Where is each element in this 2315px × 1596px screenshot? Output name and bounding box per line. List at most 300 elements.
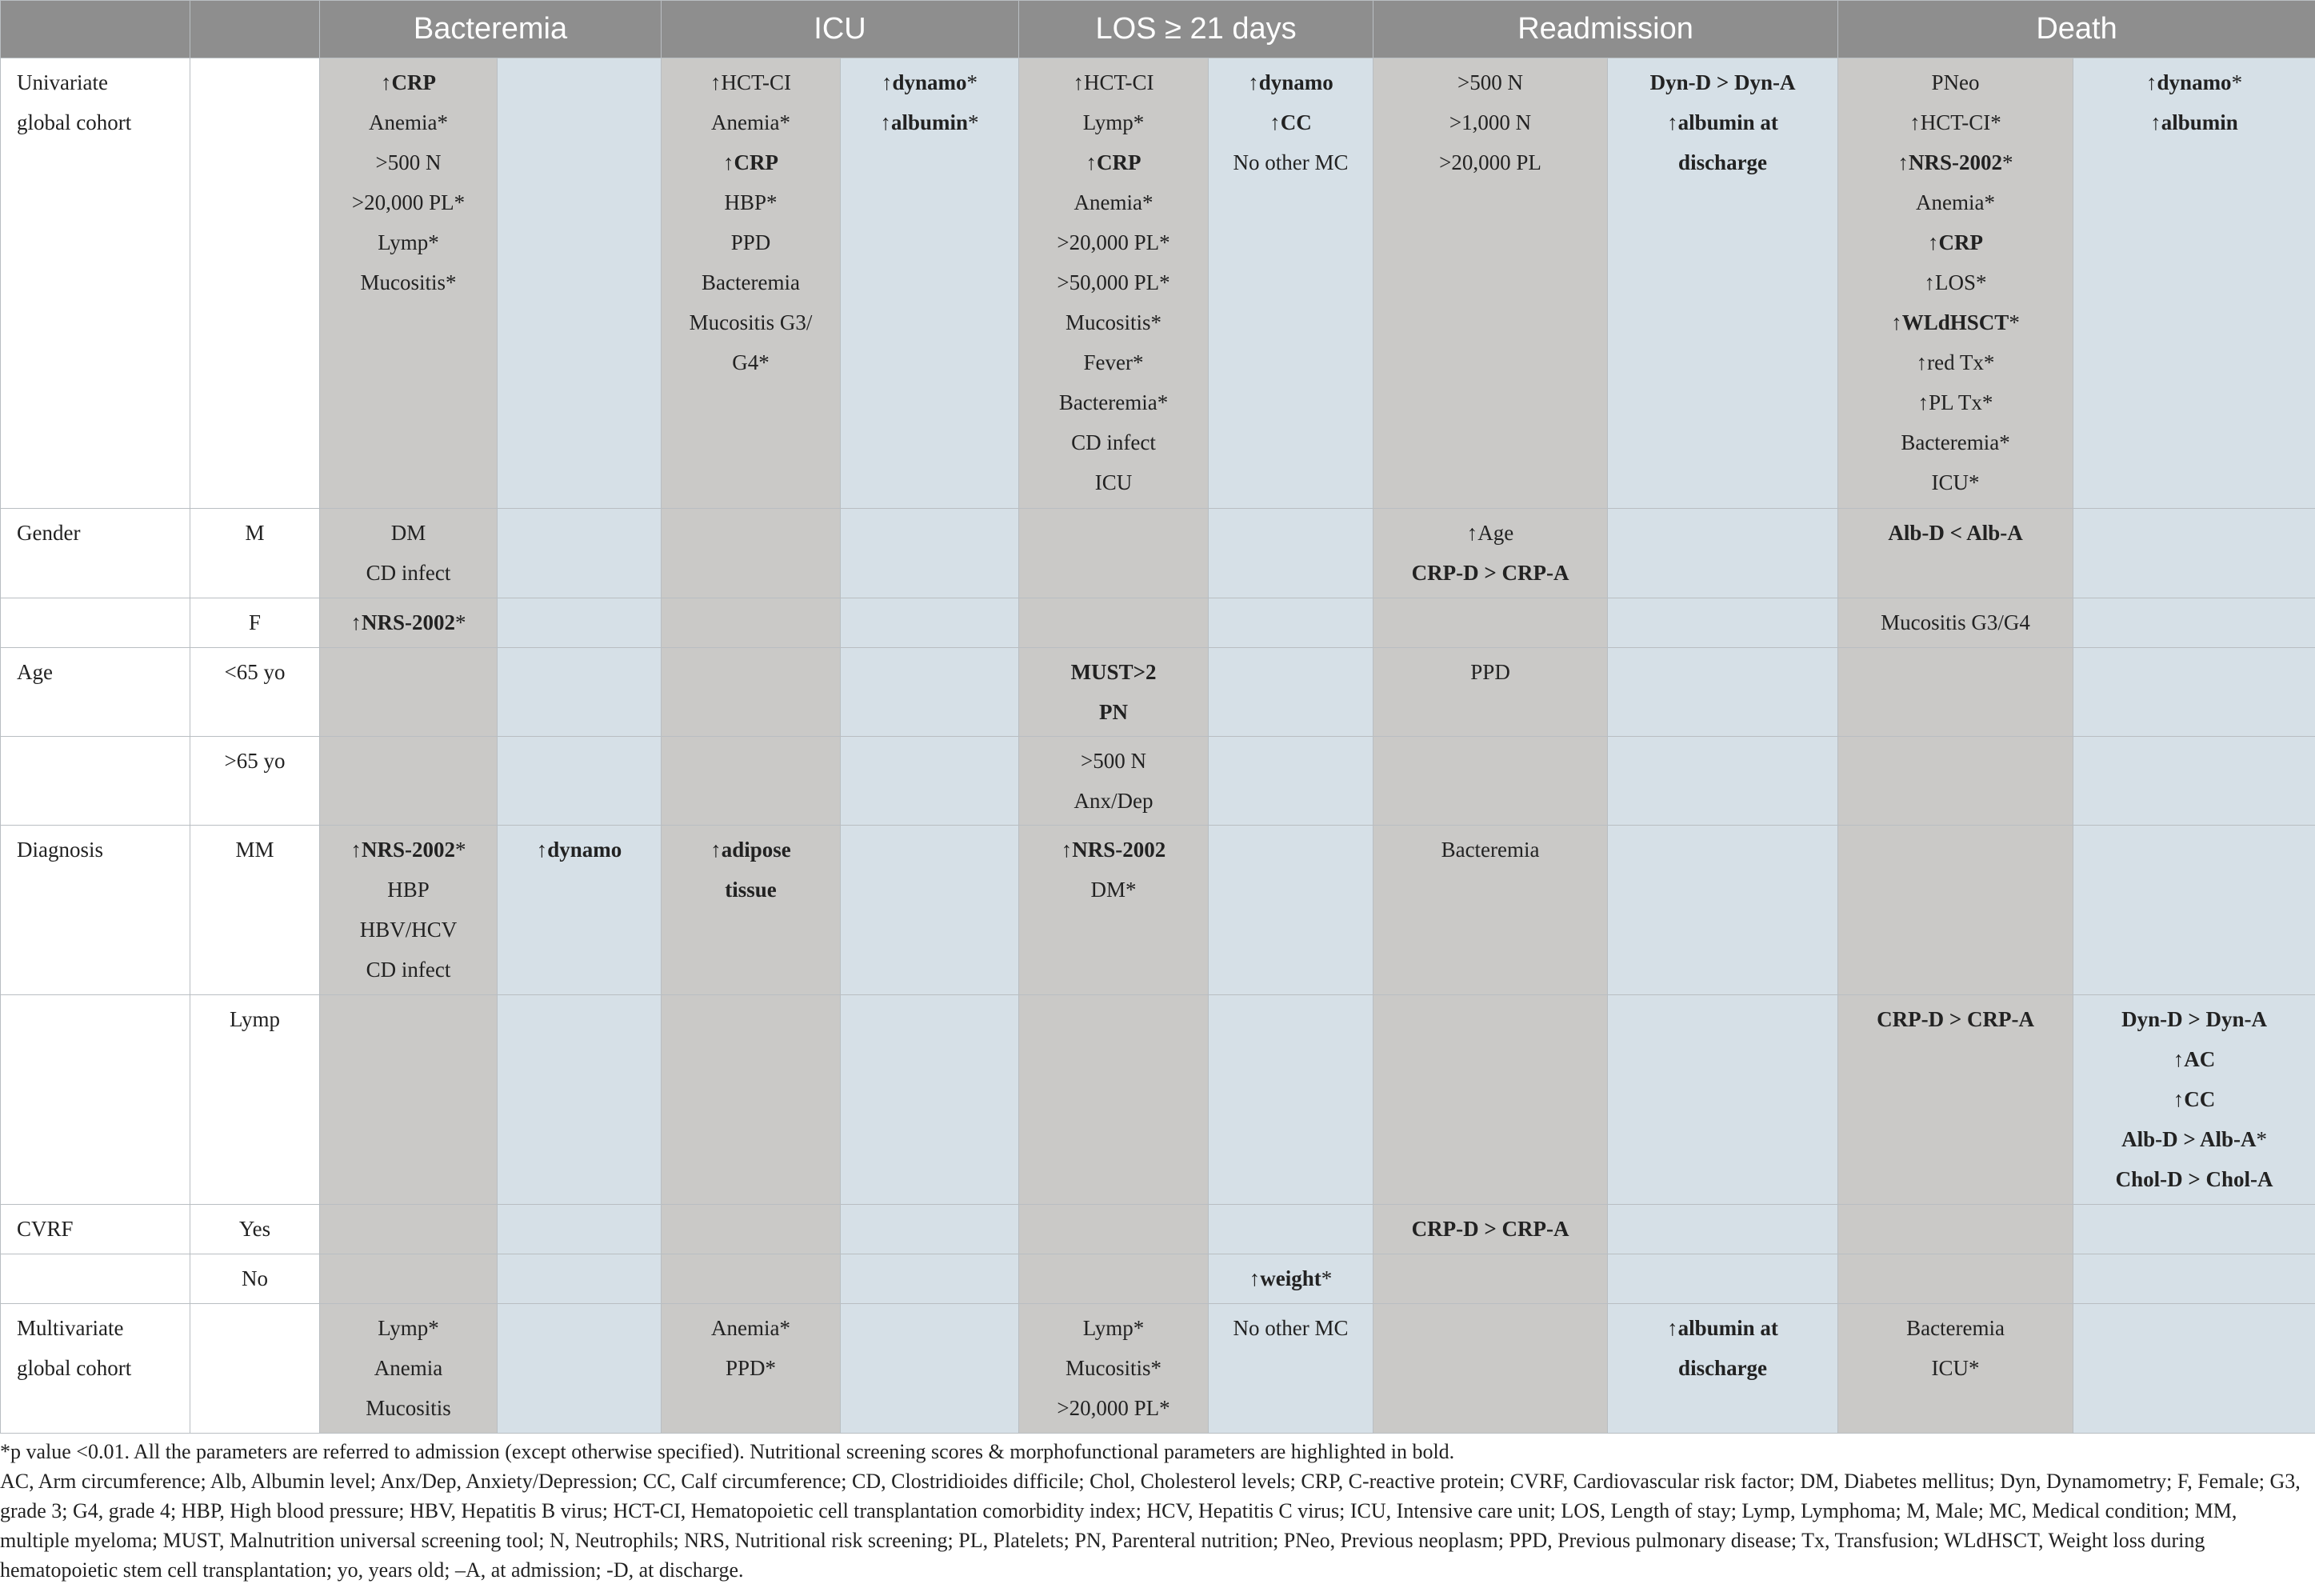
cell-entry xyxy=(666,262,835,302)
data-cell xyxy=(1209,826,1373,995)
cell-entry xyxy=(2078,1079,2310,1119)
data-cell xyxy=(1209,58,1373,509)
cell-entry xyxy=(1024,182,1203,222)
data-cell xyxy=(1373,1254,1608,1304)
row-subgroup xyxy=(190,1304,320,1434)
cell-entry-text: CRP-D > CRP-A xyxy=(1411,561,1569,585)
cell-entry xyxy=(325,553,492,593)
cell-entry-text: Bacteremia xyxy=(1906,1316,2005,1340)
cell-entry xyxy=(1378,1209,1602,1249)
data-cell xyxy=(841,58,1019,509)
data-cell xyxy=(1209,509,1373,598)
data-cell xyxy=(1019,737,1209,826)
table-row xyxy=(1,1254,2315,1304)
data-cell xyxy=(662,737,841,826)
cell-entry-text: ↑CC xyxy=(2173,1087,2216,1111)
cell-entry xyxy=(1613,62,1833,102)
data-cell xyxy=(2073,598,2315,648)
row-label xyxy=(1,1304,190,1434)
cell-entry xyxy=(1024,1308,1203,1348)
data-cell xyxy=(2073,1205,2315,1254)
cell-entry xyxy=(1843,999,2068,1039)
cell-entry xyxy=(1378,652,1602,692)
data-cell xyxy=(841,826,1019,995)
cell-entry-text: PNeo xyxy=(1931,70,1980,94)
data-cell xyxy=(320,826,498,995)
cell-entry xyxy=(666,142,835,182)
cell-entry-text: ↑LOS* xyxy=(1924,270,1987,294)
data-cell xyxy=(1019,1254,1209,1304)
table-row xyxy=(1,737,2315,826)
significance-marker: * xyxy=(968,110,979,134)
data-cell xyxy=(662,1304,841,1434)
header-blank-label xyxy=(1,1,190,58)
data-cell xyxy=(841,995,1019,1205)
cell-entry xyxy=(666,102,835,142)
cell-entry xyxy=(325,182,492,222)
row-label xyxy=(1,737,190,826)
cell-entry xyxy=(1613,102,1833,142)
footnote-significance: *p value <0.01. All the parameters are referred to admission (except otherwise specified). Nutritional screening scores & morphofunctional parameters are highlighted in bold. xyxy=(0,1440,1455,1463)
data-cell xyxy=(1608,648,1838,737)
header-bacteremia: Bacteremia xyxy=(320,1,662,58)
data-cell xyxy=(1373,1304,1608,1434)
data-cell xyxy=(662,1254,841,1304)
data-cell xyxy=(1209,648,1373,737)
cell-entry xyxy=(325,870,492,910)
cell-entry xyxy=(1213,142,1368,182)
data-cell xyxy=(320,509,498,598)
significance-marker: * xyxy=(1321,1266,1333,1290)
data-cell xyxy=(320,648,498,737)
data-cell xyxy=(2073,58,2315,509)
cell-entry xyxy=(1024,1388,1203,1428)
cell-entry xyxy=(1024,62,1203,102)
data-cell xyxy=(1019,1304,1209,1434)
cell-entry-text: ↑WLdHSCT xyxy=(1891,310,2009,334)
cell-entry xyxy=(1213,1258,1368,1298)
table-row xyxy=(1,598,2315,648)
cell-entry-text: No other MC xyxy=(1233,1316,1349,1340)
data-cell xyxy=(2073,737,2315,826)
cell-entry xyxy=(325,1308,492,1348)
cell-entry xyxy=(1024,652,1203,692)
significance-marker: * xyxy=(966,70,978,94)
cell-entry xyxy=(1024,102,1203,142)
row-label-line: global cohort xyxy=(17,1356,132,1380)
cell-entry-text: Mucositis* xyxy=(360,270,457,294)
cell-entry-text: >20,000 PL* xyxy=(1057,230,1170,254)
cell-entry xyxy=(666,302,835,342)
table-row xyxy=(1,826,2315,995)
data-cell xyxy=(1019,995,1209,1205)
row-label-line: Diagnosis xyxy=(17,838,103,862)
row-label xyxy=(1,826,190,995)
cell-entry xyxy=(666,342,835,382)
row-subgroup: >65 yo xyxy=(190,737,320,826)
cell-entry-text: ICU* xyxy=(1931,470,1980,494)
cell-entry-text: Bacteremia xyxy=(702,270,800,294)
cell-entry-text: PPD xyxy=(730,230,771,254)
cell-entry-text: PPD xyxy=(1470,660,1510,684)
cell-entry xyxy=(1843,602,2068,642)
data-cell xyxy=(1838,737,2073,826)
data-cell xyxy=(1209,1304,1373,1434)
cell-entry-text: Mucositis G3/G4 xyxy=(1881,610,2030,634)
data-cell xyxy=(1373,648,1608,737)
cell-entry-text: CRP-D > CRP-A xyxy=(1411,1217,1569,1241)
cell-entry xyxy=(666,222,835,262)
cell-entry-text: ↑CRP xyxy=(381,70,436,94)
cell-entry xyxy=(325,62,492,102)
table-row xyxy=(1,58,2315,509)
data-cell xyxy=(2073,826,2315,995)
cell-entry-text: Bacteremia* xyxy=(1058,390,1169,414)
cell-entry-text: ↑dynamo xyxy=(2146,70,2232,94)
cell-entry xyxy=(2078,102,2310,142)
data-cell xyxy=(1019,509,1209,598)
cell-entry xyxy=(1024,1348,1203,1388)
cell-entry-text: ↑PL Tx* xyxy=(1917,390,1993,414)
data-cell xyxy=(1838,509,2073,598)
cell-entry-text: HBP xyxy=(387,878,430,902)
data-cell xyxy=(320,737,498,826)
data-cell xyxy=(841,509,1019,598)
data-cell xyxy=(498,737,662,826)
cell-entry xyxy=(1378,553,1602,593)
row-label xyxy=(1,509,190,598)
table-footnotes xyxy=(0,1437,2304,1585)
cell-entry-text: Lymp* xyxy=(378,230,439,254)
row-subgroup: No xyxy=(190,1254,320,1304)
data-cell xyxy=(1608,1254,1838,1304)
cell-entry-text: discharge xyxy=(1678,150,1768,174)
data-cell xyxy=(1019,598,1209,648)
cell-entry xyxy=(666,182,835,222)
cell-entry-text: discharge xyxy=(1678,1356,1768,1380)
cell-entry xyxy=(325,262,492,302)
cell-entry xyxy=(1024,830,1203,870)
cell-entry-text: >500 N xyxy=(1457,70,1524,94)
cell-entry-text: Anx/Dep xyxy=(1074,789,1154,813)
cell-entry-text: ↑CRP xyxy=(1086,150,1142,174)
row-label xyxy=(1,1254,190,1304)
data-cell xyxy=(320,58,498,509)
data-cell xyxy=(1373,1205,1608,1254)
cell-entry-text: DM* xyxy=(1090,878,1137,902)
cell-entry xyxy=(1378,142,1602,182)
table-body xyxy=(1,58,2315,1434)
cell-entry xyxy=(1843,182,2068,222)
data-cell xyxy=(1608,1205,1838,1254)
cell-entry xyxy=(846,62,1014,102)
row-label-line: Multivariate xyxy=(17,1316,124,1340)
data-cell xyxy=(1608,598,1838,648)
row-label-line: Gender xyxy=(17,521,81,545)
row-label-line: CVRF xyxy=(17,1217,74,1241)
cell-entry-text: DM xyxy=(390,521,426,545)
cell-entry-text: ↑CRP xyxy=(723,150,779,174)
header-row xyxy=(1,1,2315,58)
header-los: LOS ≥ 21 days xyxy=(1019,1,1373,58)
cell-entry xyxy=(502,830,656,870)
significance-marker: * xyxy=(455,838,466,862)
cell-entry-text: ↑NRS-2002 xyxy=(1061,838,1166,862)
table-row xyxy=(1,1205,2315,1254)
cell-entry xyxy=(1378,513,1602,553)
cell-entry xyxy=(1843,62,2068,102)
cell-entry xyxy=(1024,142,1203,182)
cell-entry xyxy=(1024,870,1203,910)
cell-entry-text: Fever* xyxy=(1083,350,1144,374)
cell-entry xyxy=(2078,1119,2310,1159)
cell-entry-text: PN xyxy=(1099,700,1129,724)
cell-entry xyxy=(325,142,492,182)
cell-entry-text: ↑HCT-CI xyxy=(710,70,792,94)
cell-entry-text: Chol-D > Chol-A xyxy=(2115,1167,2273,1191)
data-cell xyxy=(1608,58,1838,509)
cell-entry xyxy=(1843,382,2068,422)
cell-entry xyxy=(1843,422,2068,462)
header-death: Death xyxy=(1838,1,2315,58)
cell-entry-text: Mucositis xyxy=(366,1396,451,1420)
cell-entry xyxy=(1213,102,1368,142)
data-cell xyxy=(2073,995,2315,1205)
row-subgroup: MM xyxy=(190,826,320,995)
cell-entry xyxy=(325,513,492,553)
data-cell xyxy=(841,1304,1019,1434)
cell-entry-text: ↑CC xyxy=(1269,110,1312,134)
cell-entry-text: ↑AC xyxy=(2173,1047,2216,1071)
cell-entry xyxy=(325,830,492,870)
cell-entry xyxy=(1843,1348,2068,1388)
data-cell xyxy=(1373,826,1608,995)
cell-entry xyxy=(2078,1039,2310,1079)
data-cell xyxy=(1019,648,1209,737)
cell-entry-text: No other MC xyxy=(1233,150,1349,174)
significance-marker: * xyxy=(2256,1127,2267,1151)
cell-entry-text: CRP-D > CRP-A xyxy=(1877,1007,2034,1031)
data-cell xyxy=(662,1205,841,1254)
cell-entry xyxy=(1613,1308,1833,1348)
row-label xyxy=(1,648,190,737)
cell-entry xyxy=(666,870,835,910)
cell-entry-text: MUST>2 xyxy=(1070,660,1157,684)
header-blank-sub xyxy=(190,1,320,58)
cell-entry xyxy=(1378,62,1602,102)
row-label xyxy=(1,58,190,509)
data-cell xyxy=(841,737,1019,826)
cell-entry xyxy=(1024,781,1203,821)
cell-entry xyxy=(1843,102,2068,142)
data-cell xyxy=(320,1304,498,1434)
cell-entry xyxy=(1613,142,1833,182)
cell-entry-text: ↑red Tx* xyxy=(1916,350,1995,374)
data-cell xyxy=(1019,826,1209,995)
cell-entry xyxy=(1024,692,1203,732)
cell-entry-text: Lymp* xyxy=(1082,1316,1145,1340)
data-cell xyxy=(2073,509,2315,598)
cell-entry xyxy=(325,102,492,142)
data-cell xyxy=(498,995,662,1205)
cell-entry-text: G4* xyxy=(732,350,770,374)
row-label xyxy=(1,1205,190,1254)
data-cell xyxy=(498,1205,662,1254)
cell-entry-text: ↑albumin xyxy=(880,110,969,134)
data-cell xyxy=(662,509,841,598)
row-label xyxy=(1,995,190,1205)
data-cell xyxy=(1838,1304,2073,1434)
cell-entry xyxy=(2078,1159,2310,1199)
cell-entry-text: CD infect xyxy=(1071,430,1156,454)
cell-entry-text: >20,000 PL* xyxy=(351,190,466,214)
data-cell xyxy=(1373,737,1608,826)
cell-entry xyxy=(325,222,492,262)
header-readmission: Readmission xyxy=(1373,1,1838,58)
footnote-abbreviations: AC, Arm circumference; Alb, Albumin level; Anx/Dep, Anxiety/Depression; CC, Calf circumference; CD, Clostridioides difficile; Chol, Cholesterol levels; CRP, C-reactive protein; CVRF, Cardiovascular risk factor; DM, Diabetes mellitus; Dyn, Dynamometry; F, Female; G3, grade 3; G4, grade 4; HBP, High blood pressure; HBV, Hepatitis B virus; HCT-CI, Hematopoietic cell transplantation comorbidity index; HCV, Hepatitis C virus; ICU, Intensive care unit; LOS, Length of stay; Lymp, Lymphoma; M, Male; MC, Medical condition; MM, multiple myeloma; MUST, Malnutrition universal screening tool; N, Neutrophils; NRS, Nutritional risk screening; PL, Platelets; PN, Parenteral nutrition; PNeo, Previous neoplasm; PPD, Previous pulmonary disease; Tx, Transfusion; WLdHSCT, Weight loss during hematopoietic stem cell transplantation; yo, years old; –A, at admission; -D, at discharge. xyxy=(0,1470,2301,1582)
cell-entry xyxy=(666,1308,835,1348)
table-row xyxy=(1,995,2315,1205)
cell-entry-text: ↑adipose xyxy=(710,838,791,862)
data-cell xyxy=(1608,995,1838,1205)
cell-entry xyxy=(2078,999,2310,1039)
data-cell xyxy=(841,598,1019,648)
data-cell xyxy=(320,598,498,648)
cell-entry-text: ↑NRS-2002 xyxy=(1897,150,2003,174)
cell-entry-text: ↑weight xyxy=(1249,1266,1321,1290)
cell-entry-text: Anemia* xyxy=(711,1316,790,1340)
data-cell xyxy=(498,648,662,737)
cell-entry-text: ↑albumin at xyxy=(1667,110,1778,134)
significance-marker: * xyxy=(2002,150,2013,174)
cell-entry xyxy=(1613,1348,1833,1388)
data-cell xyxy=(662,598,841,648)
data-cell xyxy=(1608,509,1838,598)
cell-entry xyxy=(325,1388,492,1428)
cell-entry-text: Bacteremia xyxy=(1441,838,1540,862)
cell-entry-text: Anemia* xyxy=(711,110,790,134)
data-cell xyxy=(498,509,662,598)
cell-entry xyxy=(2078,62,2310,102)
cell-entry xyxy=(1843,513,2068,553)
data-cell xyxy=(2073,1304,2315,1434)
row-label-line: global cohort xyxy=(17,110,132,134)
data-cell xyxy=(1209,1205,1373,1254)
data-cell xyxy=(662,995,841,1205)
cell-entry-text: CD infect xyxy=(366,561,451,585)
cell-entry xyxy=(1378,102,1602,142)
data-cell xyxy=(498,58,662,509)
cell-entry-text: ↑albumin at xyxy=(1667,1316,1778,1340)
cell-entry xyxy=(1024,342,1203,382)
cell-entry-text: Mucositis* xyxy=(1066,310,1162,334)
data-cell xyxy=(1019,1205,1209,1254)
cell-entry xyxy=(1843,1308,2068,1348)
cell-entry-text: Alb-D > Alb-A xyxy=(2121,1127,2257,1151)
data-cell xyxy=(1838,995,2073,1205)
data-cell xyxy=(498,598,662,648)
cell-entry-text: >50,000 PL* xyxy=(1057,270,1170,294)
row-subgroup: F xyxy=(190,598,320,648)
cell-entry-text: Mucositis G3/ xyxy=(689,310,813,334)
row-subgroup: M xyxy=(190,509,320,598)
cell-entry xyxy=(1843,142,2068,182)
header-icu: ICU xyxy=(662,1,1019,58)
data-cell xyxy=(1838,1254,2073,1304)
row-label-line: Age xyxy=(17,660,53,684)
significance-marker: * xyxy=(455,610,466,634)
cell-entry-text: Lymp* xyxy=(378,1316,439,1340)
row-label-line: Univariate xyxy=(17,70,108,94)
cell-entry-text: ↑dynamo xyxy=(536,838,622,862)
data-cell xyxy=(2073,1254,2315,1304)
cell-entry-text: ↑HCT-CI* xyxy=(1909,110,2001,134)
cell-entry-text: Alb-D < Alb-A xyxy=(1888,521,2023,545)
data-cell xyxy=(320,1205,498,1254)
table-row xyxy=(1,648,2315,737)
data-cell xyxy=(841,1205,1019,1254)
data-cell xyxy=(498,1254,662,1304)
cell-entry-text: ↑albumin xyxy=(2150,110,2238,134)
row-subgroup: Lymp xyxy=(190,995,320,1205)
data-cell xyxy=(1838,648,2073,737)
cell-entry xyxy=(666,1348,835,1388)
cell-entry-text: ICU* xyxy=(1931,1356,1980,1380)
data-cell xyxy=(1373,598,1608,648)
data-cell xyxy=(1838,826,2073,995)
cell-entry xyxy=(1213,62,1368,102)
cell-entry-text: ↑NRS-2002 xyxy=(350,610,455,634)
data-cell xyxy=(1209,995,1373,1205)
cell-entry xyxy=(1024,302,1203,342)
data-cell xyxy=(1019,58,1209,509)
data-cell xyxy=(662,648,841,737)
cell-entry xyxy=(846,102,1014,142)
data-cell xyxy=(1838,58,2073,509)
table-row xyxy=(1,509,2315,598)
cell-entry-text: >20,000 PL xyxy=(1439,150,1541,174)
cell-entry-text: Mucositis* xyxy=(1066,1356,1162,1380)
cell-entry xyxy=(666,830,835,870)
cell-entry xyxy=(1843,462,2068,502)
cell-entry-text: ↑dynamo xyxy=(1248,70,1333,94)
cell-entry-text: Anemia* xyxy=(369,110,448,134)
data-cell xyxy=(1373,995,1608,1205)
cell-entry xyxy=(1024,462,1203,502)
cell-entry xyxy=(1024,222,1203,262)
significance-marker: * xyxy=(2009,310,2020,334)
cell-entry xyxy=(1024,262,1203,302)
data-cell xyxy=(1209,1254,1373,1304)
cell-entry-text: CD infect xyxy=(366,958,451,982)
cell-entry-text: ↑CRP xyxy=(1928,230,1984,254)
row-subgroup: <65 yo xyxy=(190,648,320,737)
cell-entry-text: Anemia* xyxy=(1074,190,1154,214)
data-cell xyxy=(1373,509,1608,598)
cell-entry-text: >1,000 N xyxy=(1449,110,1532,134)
significance-marker: * xyxy=(2231,70,2243,94)
cell-entry xyxy=(1843,342,2068,382)
cell-entry-text: Dyn-D > Dyn-A xyxy=(2121,1007,2267,1031)
data-cell xyxy=(320,1254,498,1304)
cell-entry-text: >500 N xyxy=(1081,749,1147,773)
cell-entry-text: Lymp* xyxy=(1082,110,1145,134)
cell-entry xyxy=(1024,382,1203,422)
cell-entry xyxy=(1843,302,2068,342)
cell-entry-text: PPD* xyxy=(726,1356,777,1380)
data-cell xyxy=(841,648,1019,737)
data-cell xyxy=(1209,598,1373,648)
